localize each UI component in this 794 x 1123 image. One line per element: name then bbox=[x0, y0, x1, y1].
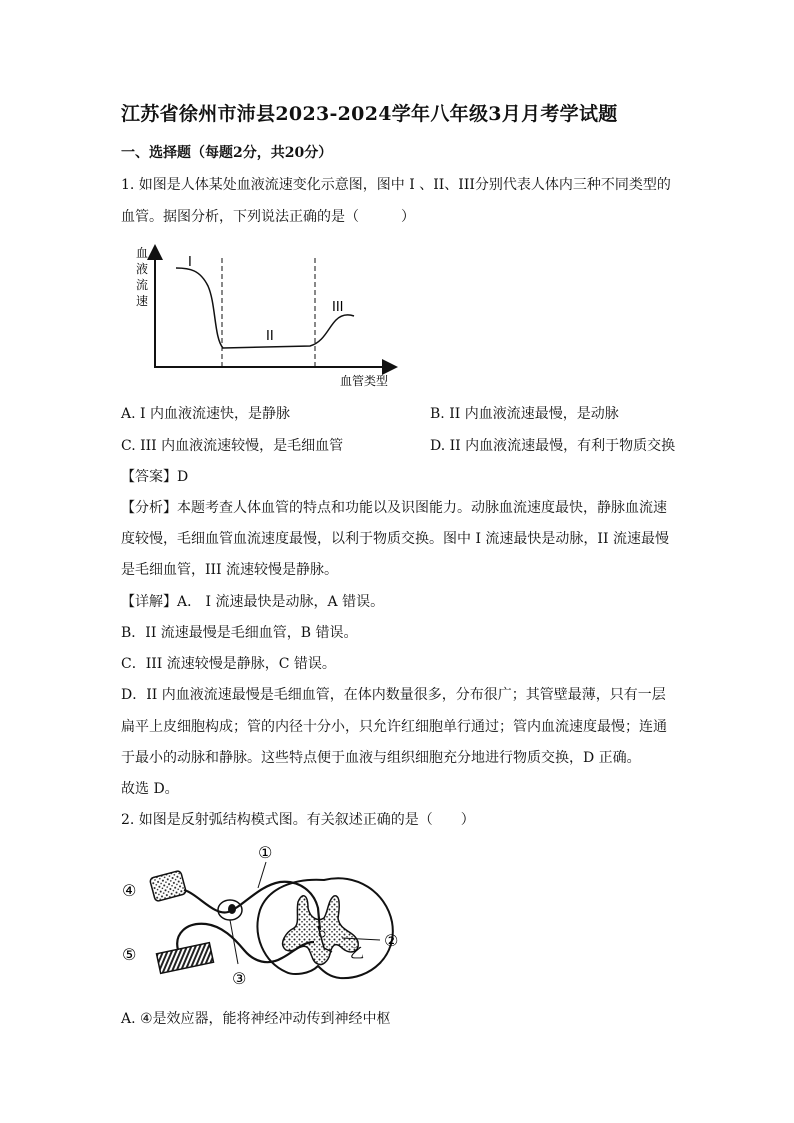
q1-analysis-line3: 是毛细血管，III 流速较慢是静脉。 bbox=[121, 562, 339, 578]
leader-1 bbox=[258, 862, 266, 888]
q1-detail-d-line1: D．II 内血液流速最慢是毛细血管，在体内数量很多，分布很广；其管壁最薄，只有一层 bbox=[121, 687, 666, 703]
label-yi: 乙 bbox=[350, 946, 364, 962]
q1-conclusion: 故选 D。 bbox=[121, 781, 179, 797]
label-II: II bbox=[266, 329, 274, 344]
label-1: ① bbox=[258, 843, 273, 862]
page-title: 江苏省徐州市沛县2023-2024学年八年级3月月考学试题 bbox=[121, 103, 618, 125]
q1-analysis-line2: 度较慢，毛细血管血流速度最慢，以利于物质交换。图中 I 流速最快是动脉，II 流速最慢 bbox=[121, 531, 669, 547]
label-I: I bbox=[188, 255, 192, 270]
label-4: ④ bbox=[122, 881, 137, 900]
x-axis-label: 血管类型 bbox=[340, 374, 389, 388]
q1-answer: 【答案】D bbox=[121, 469, 189, 485]
q1-detail-d-line3: 于最小的动脉和静脉。这些特点便于血液与组织细胞充分地进行物质交换，D 正确。 bbox=[121, 750, 641, 766]
q1-stem-line2: 血管。据图分析，下列说法正确的是（ ） bbox=[121, 209, 415, 225]
q1-detail-a: 【详解】A． I 流速最快是动脉，A 错误。 bbox=[121, 594, 385, 610]
receptor-tissue bbox=[149, 870, 186, 901]
q2-option-a: A. ④是效应器，能将神经冲动传到神经中枢 bbox=[121, 1011, 391, 1027]
q1-detail-c: C．III 流速较慢是静脉，C 错误。 bbox=[121, 656, 336, 672]
reflex-arc-diagram bbox=[118, 838, 410, 986]
q1-option-c: C. III 内血液流速较慢，是毛细血管 bbox=[121, 438, 344, 454]
effector-muscle bbox=[157, 943, 214, 974]
y-label-char-4: 速 bbox=[136, 294, 149, 308]
y-label-char-2: 液 bbox=[136, 262, 149, 276]
label-3: ③ bbox=[232, 969, 247, 986]
ganglion-body bbox=[228, 904, 236, 914]
label-2: ② bbox=[384, 931, 399, 950]
q1-analysis-line1: 【分析】本题考查人体血管的特点和功能以及识图能力。动脉血流速度最快，静脉血流速 bbox=[121, 500, 667, 516]
blood-flow-graph bbox=[128, 238, 398, 390]
q1-stem-line1: 1. 如图是人体某处血液流速变化示意图，图中 I 、II、III分别代表人体内三种不同类型的 bbox=[121, 177, 671, 193]
q1-option-a: A. I 内血液流速快，是静脉 bbox=[121, 406, 290, 422]
label-5: ⑤ bbox=[122, 945, 137, 964]
section-heading: 一、选择题（每题2分，共20分） bbox=[121, 145, 333, 161]
y-label-char-1: 血 bbox=[136, 246, 149, 260]
q1-option-d: D. II 内血液流速最慢，有利于物质交换 bbox=[430, 438, 676, 454]
flow-curve bbox=[176, 268, 354, 348]
label-III: III bbox=[332, 300, 344, 315]
q1-detail-b: B．II 流速最慢是毛细血管，B 错误。 bbox=[121, 625, 358, 641]
q1-option-b: B. II 内血液流速最慢，是动脉 bbox=[430, 406, 619, 422]
q2-stem: 2. 如图是反射弧结构模式图。有关叙述正确的是（ ） bbox=[121, 812, 475, 828]
q1-detail-d-line2: 扁平上皮细胞构成；管的内径十分小，只允许红细胞单行通过；管内血流速度最慢；连通 bbox=[121, 719, 667, 735]
y-label-char-3: 流 bbox=[136, 278, 149, 292]
